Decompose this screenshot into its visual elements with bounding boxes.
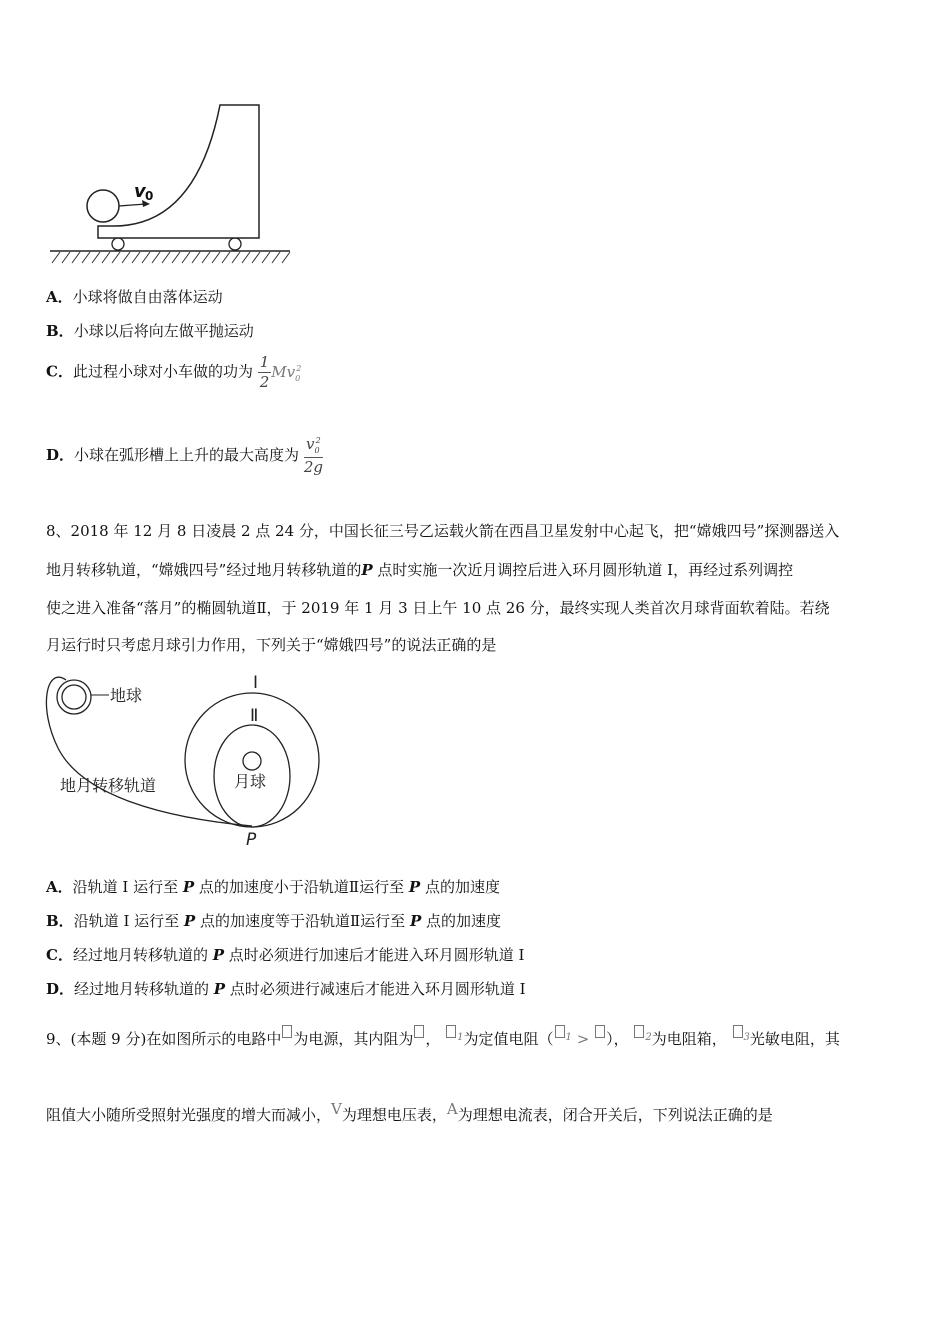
voltmeter-symbol: V <box>331 1100 342 1118</box>
q8-option-b[interactable]: B．沿轨道 I 运行至 P 点的加速度等于沿轨道Ⅱ运行至 P 点的加速度 <box>46 912 501 930</box>
work-fraction: $\frac{1}{2}$ <box>259 353 270 391</box>
q8-line-3: 使之进入准备“落月”的椭圆轨道Ⅱ，于 2019 年 1 月 3 日上午 10 点 26 分，最终实现人类首次月球背面软着陆。若绕 <box>46 599 830 617</box>
cart-track-figure <box>46 100 296 270</box>
ammeter-symbol: A <box>446 1100 458 1118</box>
ground-hatching <box>52 252 290 263</box>
cart-wheel-left <box>112 238 124 250</box>
orbit-figure <box>44 668 334 853</box>
orbit-ii-label: Ⅱ <box>250 706 259 726</box>
q9-line-2: 阻值大小随所受照射光强度的增大而减小，V为理想电压表，A为理想电流表，闭合开关后，下列说法正确的是 <box>46 1100 773 1124</box>
orbit-i-label: I <box>253 673 259 693</box>
q9-line-1: 9、(本题 9 分)在如图所示的电路中 为电源，其内阻为 ， $^1$为定值电阻（ $^1$ > ）， $^2$为电阻箱， $^3$光敏电阻，其 <box>46 1025 916 1049</box>
internal-resistance-symbol <box>414 1025 424 1038</box>
point-p-label: P <box>246 830 257 850</box>
q8-option-c[interactable]: C．经过地月转移轨道的 P 点时必须进行加速后才能进入环月圆形轨道 I <box>46 946 525 964</box>
cart-wheel-right <box>229 238 241 250</box>
q7-option-a[interactable]: A．小球将做自由落体运动 <box>46 288 223 306</box>
q7-option-c[interactable]: C．此过程小球对小车做的功为 $\frac{1}{2}$ $Mv_0^2$ <box>46 353 302 391</box>
height-fraction: $\frac{v_0^2}{2g}$ <box>303 435 323 476</box>
transfer-label: 地月转移轨道 <box>60 776 157 795</box>
moon <box>243 752 261 770</box>
r2-symbol <box>634 1025 644 1038</box>
earth-label: 地球 <box>110 686 143 705</box>
q8-line-1: 8、2018 年 12 月 8 日凌晨 2 点 24 分，中国长征三号乙运载火箭在西昌卫星发射中心起飞，把“嫦娥四号”探测器送入 <box>46 522 840 540</box>
r3-symbol <box>733 1025 743 1038</box>
earth-inner <box>62 685 86 709</box>
moon-label: 月球 <box>234 772 267 791</box>
work-tail: $Mv_0^2$ <box>271 362 302 383</box>
q7-option-b[interactable]: B．小球以后将向左做平抛运动 <box>46 322 254 340</box>
q8-line-4: 月运行时只考虑月球引力作用，下列关于“嫦娥四号”的说法正确的是 <box>46 636 497 654</box>
velocity-arrow <box>119 204 146 206</box>
q7-option-d[interactable]: D．小球在弧形槽上上升的最大高度为 $\frac{v_0^2}{2g}$ <box>46 435 323 476</box>
q8-option-d[interactable]: D．经过地月转移轨道的 P 点时必须进行减速后才能进入环月圆形轨道 I <box>46 980 526 998</box>
cart-body <box>98 105 259 238</box>
velocity-subscript: 0 <box>145 189 154 203</box>
source-symbol <box>282 1025 292 1038</box>
ball <box>87 190 119 222</box>
q8-line-2: 地月转移轨道，“嫦娥四号”经过地月转移轨道的P 点时实施一次近月调控后进入环月圆形轨道 I，再经过系列调控 <box>46 561 794 579</box>
r1-symbol <box>446 1025 456 1038</box>
q8-option-a[interactable]: A．沿轨道 I 运行至 P 点的加速度小于沿轨道Ⅱ运行至 P 点的加速度 <box>46 878 500 896</box>
velocity-label: v <box>134 181 146 202</box>
